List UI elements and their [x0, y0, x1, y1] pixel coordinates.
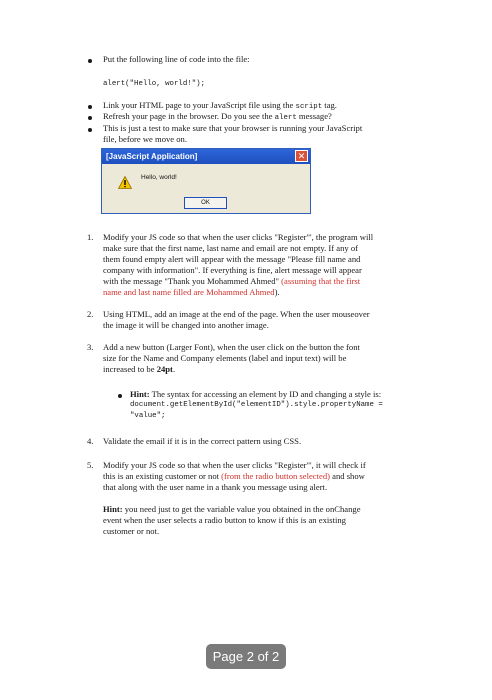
- item3-line2: size for the Name and Company elements (label and input text) will be: [103, 353, 347, 363]
- item2-line1: Using HTML, add an image at the end of the page. When the user mouseover: [103, 309, 370, 319]
- hint-code-line1: document.getElementById("elementID").style.propertyName =: [130, 401, 383, 409]
- item-number: 4.: [87, 436, 94, 446]
- warning-icon: [118, 176, 132, 189]
- close-icon[interactable]: ✕: [295, 150, 308, 162]
- item1-line2: make sure that the first name, last name and email are not empty. If any of: [103, 243, 359, 253]
- page-indicator: Page 2 of 2: [206, 644, 286, 669]
- code-alert-hello: alert("Hello, world!");: [103, 80, 206, 88]
- javascript-alert-dialog: [101, 148, 311, 214]
- bullet-marker: [88, 105, 92, 109]
- bullet-marker: [88, 116, 92, 120]
- item-number: 3.: [87, 342, 94, 352]
- item1-line1: Modify your JS code so that when the user clicks "Register"', the program will: [103, 232, 374, 242]
- bullet-marker: [118, 394, 122, 398]
- item1-line4: company with information". If everything is fine, alert message will appear: [103, 265, 362, 275]
- hint2-line1: Hint: you need just to get the variable value you obtained in the onChange: [103, 504, 361, 514]
- hint2-line3: customer or not.: [103, 526, 160, 536]
- bullet-put-code: Put the following line of code into the file:: [103, 54, 250, 64]
- item4-line: Validate the email if it is in the correct pattern using CSS.: [103, 436, 302, 446]
- item5-line2: this is an existing customer or not (from the radio button selected) and show: [103, 471, 365, 481]
- item-number: 2.: [87, 309, 94, 319]
- bullet-test-line1: This is just a test to make sure that your browser is running your JavaScript: [103, 123, 363, 133]
- ok-button[interactable]: OK: [184, 197, 227, 209]
- bullet-marker: [88, 128, 92, 132]
- item1-line3: them found empty alert will appear with the message "Please fill name and: [103, 254, 361, 264]
- bullet-test-line2: file, before we move on.: [103, 134, 187, 144]
- hint2-line2: event when the user selects a radio button to know if this is an existing: [103, 515, 346, 525]
- item1-line6: name and last name filled are Mohammed Ahmed).: [103, 287, 280, 297]
- dialog-title: [JavaScript Application]: [106, 152, 198, 161]
- item2-line2: the image it will be changed into another image.: [103, 320, 269, 330]
- bullet-link-html: Link your HTML page to your JavaScript file using the script tag.: [103, 100, 337, 111]
- bullet-marker: [88, 59, 92, 63]
- item5-line1: Modify your JS code so that when the user clicks "Register"', it will check if: [103, 460, 366, 470]
- item1-line5: with the message "Thank you Mohammed Ahmed" (assuming that the first: [103, 276, 361, 286]
- hint-line: Hint: The syntax for accessing an element by ID and changing a style is:: [130, 389, 382, 399]
- dialog-title-bar: [102, 149, 310, 164]
- bullet-refresh: Refresh your page in the browser. Do you see the alert message?: [103, 111, 332, 122]
- item5-line3: that along with the user name in a thank you message using alert.: [103, 482, 328, 492]
- hint-code-line2: "value";: [130, 412, 166, 420]
- dialog-message: Hello, world!: [141, 174, 177, 181]
- item-number: 1.: [87, 232, 94, 242]
- item3-line1: Add a new button (Larger Font), when the user click on the button the font: [103, 342, 360, 352]
- item-number: 5.: [87, 460, 94, 470]
- item3-line3: increased to be 24pt.: [103, 364, 176, 374]
